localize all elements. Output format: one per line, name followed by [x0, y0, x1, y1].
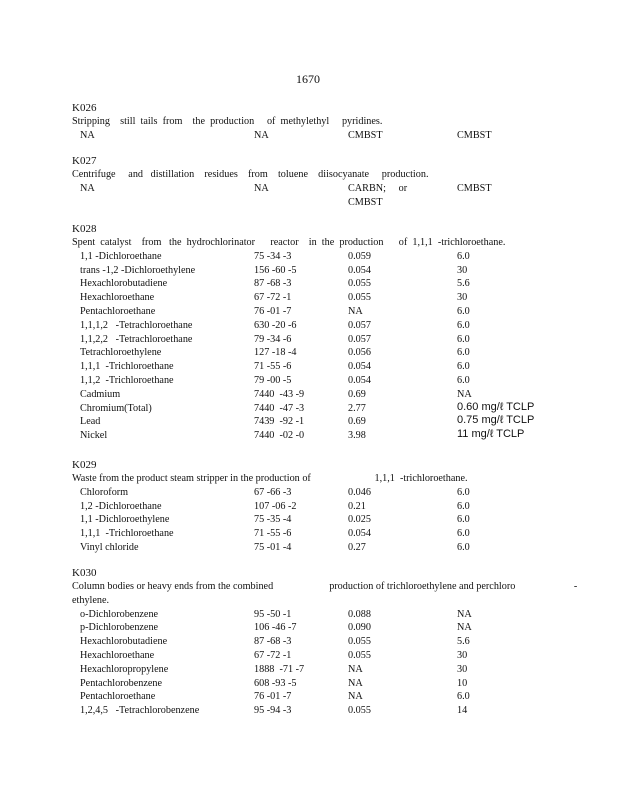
- waste-section-k029: [72, 458, 552, 555]
- wastewater-standard: 0.090: [348, 622, 371, 634]
- table-row: [72, 346, 552, 360]
- cas-number: 7439 -92 -1: [254, 416, 305, 428]
- wastewater-standard: CARBN; or: [348, 182, 408, 194]
- nonwastewater-standard: 6.0: [457, 528, 470, 540]
- constituent-name: Hexachloropropylene: [80, 663, 169, 675]
- constituent-name: 1,2 -Dichloroethane: [80, 500, 162, 512]
- constituent-name: Hexachloroethane: [80, 292, 155, 304]
- cas-number: 71 -55 -6: [254, 361, 292, 373]
- waste-section-k026: [72, 101, 552, 143]
- cas-number: 75 -35 -4: [254, 514, 292, 526]
- table-row: [72, 621, 552, 635]
- constituent-name: Tetrachloroethylene: [80, 347, 162, 359]
- nonwastewater-standard: 6.0: [457, 333, 470, 345]
- wastewater-standard: 0.69: [348, 388, 366, 400]
- constituent-name: Pentachloroethane: [80, 691, 156, 703]
- constituent-name: Hexachlorobutadiene: [80, 636, 168, 648]
- cas-number: 67 -72 -1: [254, 292, 292, 304]
- wastewater-standard: 0.69: [348, 416, 366, 428]
- nonwastewater-standard: 6.0: [457, 500, 470, 512]
- nonwastewater-standard: 6.0: [457, 486, 470, 498]
- cas-number: 76 -01 -7: [254, 691, 292, 703]
- constituent-name: 1,2,4,5 -Tetrachlorobenzene: [80, 705, 200, 717]
- cas-number: 7440 -02 -0: [254, 430, 305, 442]
- nonwastewater-standard: CMBST: [457, 129, 492, 141]
- constituent-name: NA: [80, 129, 95, 141]
- waste-description-continued: ethylene.: [72, 594, 110, 606]
- waste-code: K026: [72, 102, 97, 114]
- wastewater-standard: 0.057: [348, 333, 371, 345]
- cas-number: 7440 -47 -3: [254, 402, 305, 414]
- cas-number: 75 -01 -4: [254, 541, 292, 553]
- wastewater-standard-line2: CMBST: [348, 196, 383, 208]
- nonwastewater-standard: 6.0: [457, 319, 470, 331]
- waste-description: Spent catalyst from the hydrochlorinator reactor in the production of 1,1,1 -trichloroethane.: [72, 237, 506, 248]
- cas-number: 87 -68 -3: [254, 636, 292, 648]
- table-row: [72, 649, 552, 663]
- nonwastewater-standard: 6.0: [457, 541, 470, 553]
- table-row: [72, 333, 552, 347]
- table-row: [72, 541, 552, 555]
- cas-number: 1888 -71 -7: [254, 663, 305, 675]
- constituent-table: [72, 486, 552, 555]
- waste-section-k028: [72, 222, 552, 443]
- waste-section-k027: [72, 154, 552, 209]
- waste-section-k030: [72, 566, 578, 718]
- cas-number: 67 -72 -1: [254, 649, 292, 661]
- wastewater-standard: NA: [348, 691, 363, 703]
- nonwastewater-standard: NA: [457, 608, 472, 620]
- constituent-name: 1,1,2,2 -Tetrachloroethane: [80, 333, 193, 345]
- table-row: [72, 129, 552, 143]
- table-row: [72, 277, 552, 291]
- table-row: [72, 415, 552, 429]
- waste-code: K029: [72, 459, 97, 471]
- cas-number: 608 -93 -5: [254, 677, 297, 689]
- nonwastewater-standard: NA: [457, 388, 472, 400]
- wastewater-standard: 0.27: [348, 541, 366, 553]
- cas-number: 95 -94 -3: [254, 705, 292, 717]
- constituent-name: 1,1,1 -Trichloroethane: [80, 528, 174, 540]
- constituent-name: 1,1 -Dichloroethane: [80, 250, 162, 262]
- table-row: [72, 402, 552, 416]
- nonwastewater-standard: 6.0: [457, 374, 470, 386]
- table-row: [72, 500, 552, 514]
- cas-number: 127 -18 -4: [254, 347, 297, 359]
- table-row: [72, 429, 552, 443]
- nonwastewater-standard: CMBST: [457, 182, 492, 194]
- wastewater-standard: 0.054: [348, 374, 371, 386]
- table-row: [72, 677, 552, 691]
- constituent-name: p-Dichlorobenzene: [80, 622, 159, 634]
- cas-number: 79 -34 -6: [254, 333, 292, 345]
- cas-number: 95 -50 -1: [254, 608, 292, 620]
- wastewater-standard: 0.088: [348, 608, 371, 620]
- table-row: [72, 291, 552, 305]
- nonwastewater-standard: 30: [457, 663, 468, 675]
- table-row: [72, 690, 552, 704]
- table-row: [72, 513, 552, 527]
- waste-code: K030: [72, 567, 97, 579]
- wastewater-standard: 0.046: [348, 486, 371, 498]
- table-row: [72, 527, 552, 541]
- constituent-name: Pentachlorobenzene: [80, 677, 163, 689]
- waste-description: Centrifuge and distillation residues from toluene diisocyanate production.: [72, 169, 429, 180]
- cas-number: 106 -46 -7: [254, 622, 297, 634]
- constituent-name: Chromium(Total): [80, 402, 152, 414]
- wastewater-standard: 0.056: [348, 347, 371, 359]
- cas-number: 107 -06 -2: [254, 500, 297, 512]
- table-row: [72, 663, 552, 677]
- table-row: [72, 374, 552, 388]
- constituent-name: Hexachlorobutadiene: [80, 278, 168, 290]
- nonwastewater-standard: 30: [457, 649, 468, 661]
- constituent-name: Lead: [80, 416, 101, 428]
- cas-number: 87 -68 -3: [254, 278, 292, 290]
- wastewater-standard: 2.77: [348, 402, 366, 414]
- nonwastewater-standard: 11 mg/ℓ TCLP: [457, 428, 525, 441]
- constituent-table: [72, 250, 552, 443]
- constituent-name: 1,1 -Dichloroethylene: [80, 514, 170, 526]
- wastewater-standard: NA: [348, 663, 363, 675]
- table-row: [72, 305, 552, 319]
- nonwastewater-standard: 6.0: [457, 361, 470, 373]
- waste-description: Stripping still tails from the production of methylethyl pyridines.: [72, 116, 383, 127]
- constituent-name: 1,1,1,2 -Tetrachloroethane: [80, 319, 193, 331]
- constituent-name: Vinyl chloride: [80, 541, 139, 553]
- nonwastewater-standard: 10: [457, 677, 468, 689]
- wastewater-standard: 0.057: [348, 319, 371, 331]
- wastewater-standard: 0.055: [348, 278, 371, 290]
- cas-number: 156 -60 -5: [254, 264, 297, 276]
- constituent-name: 1,1,2 -Trichloroethane: [80, 374, 174, 386]
- table-row: [72, 608, 552, 622]
- wastewater-standard: 0.025: [348, 514, 371, 526]
- cas-number: NA: [254, 129, 269, 141]
- constituent-name: Pentachloroethane: [80, 305, 156, 317]
- cas-number: 67 -66 -3: [254, 486, 292, 498]
- table-row: [72, 486, 552, 500]
- wastewater-standard: NA: [348, 305, 363, 317]
- wastewater-standard: 0.055: [348, 649, 371, 661]
- table-row: [72, 319, 552, 333]
- wastewater-standard: 3.98: [348, 430, 366, 442]
- table-row: [72, 635, 552, 649]
- constituent-name: Hexachloroethane: [80, 649, 155, 661]
- wastewater-standard: 0.054: [348, 361, 371, 373]
- constituent-name: Nickel: [80, 430, 108, 442]
- table-row: [72, 360, 552, 374]
- table-row: [72, 182, 552, 209]
- cas-number: 71 -55 -6: [254, 528, 292, 540]
- nonwastewater-standard: 0.75 mg/ℓ TCLP: [457, 414, 535, 427]
- constituent-name: o-Dichlorobenzene: [80, 608, 159, 620]
- nonwastewater-standard: 6.0: [457, 514, 470, 526]
- constituent-name: 1,1,1 -Trichloroethane: [80, 361, 174, 373]
- nonwastewater-standard: 0.60 mg/ℓ TCLP: [457, 400, 535, 413]
- cas-number: 630 -20 -6: [254, 319, 297, 331]
- waste-description: Waste from the product steam stripper in the production of 1,1,1 -trichloroethane.: [72, 473, 468, 484]
- cas-number: 7440 -43 -9: [254, 388, 305, 400]
- wastewater-standard: 0.055: [348, 636, 371, 648]
- constituent-name: Chloroform: [80, 486, 129, 498]
- wastewater-standard: 0.055: [348, 292, 371, 304]
- constituent-table: [72, 608, 552, 718]
- wastewater-standard: 0.059: [348, 250, 371, 262]
- waste-code: K028: [72, 223, 97, 235]
- cas-number: 76 -01 -7: [254, 305, 292, 317]
- table-row: [72, 704, 552, 718]
- table-row: [72, 388, 552, 402]
- waste-code: K027: [72, 155, 97, 167]
- cas-number: 79 -00 -5: [254, 374, 292, 386]
- waste-description: Column bodies or heavy ends from the combined production of trichloroethylene and perchloro -: [72, 581, 578, 592]
- nonwastewater-standard: 14: [457, 705, 468, 717]
- nonwastewater-standard: NA: [457, 622, 472, 634]
- table-row: [72, 250, 552, 264]
- constituent-name: NA: [80, 182, 95, 194]
- nonwastewater-standard: 5.6: [457, 278, 470, 290]
- constituent-name: Cadmium: [80, 388, 121, 400]
- table-row: [72, 264, 552, 278]
- nonwastewater-standard: 30: [457, 292, 468, 304]
- cas-number: NA: [254, 182, 269, 194]
- wastewater-standard: NA: [348, 677, 363, 689]
- nonwastewater-standard: 6.0: [457, 347, 470, 359]
- nonwastewater-standard: 5.6: [457, 636, 470, 648]
- cas-number: 75 -34 -3: [254, 250, 292, 262]
- wastewater-standard: CMBST: [348, 129, 383, 141]
- nonwastewater-standard: 6.0: [457, 250, 470, 262]
- nonwastewater-standard: 30: [457, 264, 468, 276]
- wastewater-standard: 0.054: [348, 264, 371, 276]
- constituent-name: trans -1,2 -Dichloroethylene: [80, 264, 196, 276]
- nonwastewater-standard: 6.0: [457, 305, 470, 317]
- wastewater-standard: 0.055: [348, 705, 371, 717]
- wastewater-standard: 0.054: [348, 528, 371, 540]
- wastewater-standard: 0.21: [348, 500, 366, 512]
- nonwastewater-standard: 6.0: [457, 691, 470, 703]
- page-number: 1670: [296, 72, 320, 86]
